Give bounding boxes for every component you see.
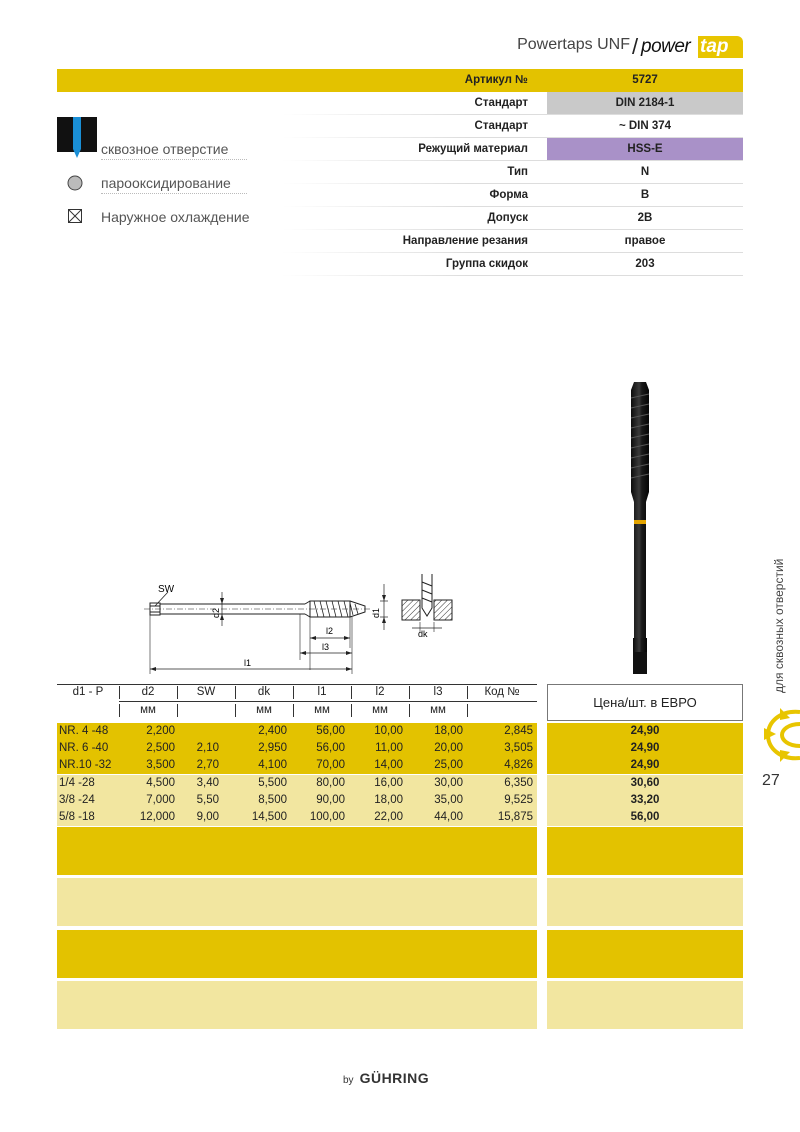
empty-table-block [57, 878, 537, 926]
powertap-logo [632, 36, 742, 58]
spec-label: Группа скидок [445, 258, 528, 270]
legend-row-steam-oxidation [57, 172, 247, 194]
drawing-label-dk: dk [418, 629, 428, 639]
empty-price-block [547, 827, 743, 875]
table-cell: 2,500 [146, 742, 175, 755]
column-unit: мм [256, 704, 272, 716]
table-cell: 2,845 [504, 725, 533, 737]
price-cell: 24,90 [547, 723, 743, 740]
empty-table-block [57, 981, 537, 1029]
table-cell: 30,00 [434, 776, 463, 789]
spec-value: ~ DIN 374 [618, 120, 672, 132]
column-header: l3 [433, 686, 443, 698]
column-header: d2 [141, 686, 155, 698]
table-cell: 14,500 [251, 811, 287, 823]
table-cell: 5,50 [196, 793, 219, 806]
column-unit: мм [372, 704, 388, 716]
table-cell: 3,505 [504, 742, 533, 755]
spec-row [57, 69, 743, 92]
table-cell: 70,00 [316, 759, 345, 772]
column-unit [57, 702, 119, 719]
price-header: Цена/шт. в ЕВРО [547, 684, 743, 721]
table-cell: 44,00 [434, 811, 463, 823]
table-cell: 2,400 [258, 725, 287, 737]
table-row [57, 809, 537, 826]
table-cell: 2,70 [196, 759, 219, 772]
table-cell: 2,950 [258, 742, 287, 755]
table-cell: 14,00 [374, 759, 403, 772]
spec-label: Стандарт [474, 97, 528, 109]
column-header: l2 [375, 686, 385, 698]
tap-product-image [618, 382, 662, 674]
spec-row [57, 92, 743, 115]
spec-row [57, 115, 743, 138]
spec-value: DIN 2184-1 [547, 92, 743, 115]
table-cell: 6,350 [504, 776, 533, 789]
table-cell: 12,000 [139, 811, 175, 823]
table-row [57, 740, 537, 757]
spec-row [57, 230, 743, 253]
table-cell: 2,200 [146, 725, 175, 737]
table-cell: 9,00 [196, 811, 219, 823]
price-cell: 56,00 [547, 809, 743, 826]
empty-price-block [547, 981, 743, 1029]
table-cell: 10,00 [374, 725, 403, 737]
spec-label: Тип [507, 166, 528, 178]
table-header-row [57, 684, 537, 701]
table-cell: 100,00 [309, 811, 345, 823]
column-header: dk [257, 686, 271, 698]
table-cell: 11,00 [375, 742, 403, 755]
spec-label: Форма [489, 189, 528, 201]
spec-label: Направление резания [402, 235, 528, 247]
legend-text-through-hole: сквозное отверстие [101, 141, 229, 157]
table-cell: 1/4 -28 [59, 776, 95, 789]
empty-table-block [57, 930, 537, 978]
column-header: SW [196, 686, 216, 698]
column-header: Код № [484, 686, 520, 698]
spec-value: правое [624, 235, 666, 247]
column-header: d1 - P [72, 686, 104, 698]
price-cell: 24,90 [547, 740, 743, 757]
table-row [57, 723, 537, 740]
spec-value: 203 [635, 258, 655, 270]
price-cell: 30,60 [547, 775, 743, 792]
column-unit: мм [314, 704, 330, 716]
spec-value: N [640, 166, 650, 178]
logo-slash: / [632, 34, 639, 59]
guehring-logo: GÜHRING [359, 1070, 430, 1086]
table-cell: 3,500 [146, 759, 175, 772]
spec-row [57, 253, 743, 276]
empty-price-block [547, 878, 743, 926]
table-cell: NR. 4 -48 [59, 725, 109, 737]
spec-label: Режущий материал [418, 143, 528, 155]
table-cell: 90,00 [316, 793, 345, 806]
column-unit: мм [430, 704, 446, 716]
spec-label: Артикул № [464, 74, 528, 86]
table-cell: 5,500 [258, 776, 287, 789]
table-cell: 35,00 [434, 793, 463, 806]
legend-text-steam-oxidation: парооксидирование [101, 175, 231, 191]
spec-value: 2B [637, 212, 653, 224]
table-units-row [57, 702, 537, 719]
table-cell: 8,500 [258, 793, 287, 806]
table-row [57, 792, 537, 809]
drawing-label-d2: d2 [211, 607, 221, 618]
drawing-label-l3: l3 [322, 642, 330, 652]
table-row [57, 757, 537, 774]
table-cell: NR. 6 -40 [59, 742, 109, 755]
spec-value: HSS-E [547, 138, 743, 161]
empty-table-block [57, 827, 537, 875]
column-unit [467, 702, 537, 719]
footer-by: by [343, 1075, 354, 1086]
cutting-edge-decor-icon [750, 700, 800, 770]
spec-value: 5727 [632, 74, 658, 86]
page-number: 27 [762, 772, 780, 789]
table-cell: 3/8 -24 [59, 793, 95, 806]
table-cell: 5/8 -18 [59, 811, 95, 823]
spec-value: B [640, 189, 650, 201]
spec-label: Стандарт [474, 120, 528, 132]
table-cell: 80,00 [316, 776, 345, 789]
drawing-label-l2: l2 [326, 626, 334, 636]
table-cell: 9,525 [504, 793, 533, 806]
table-cell: 18,00 [374, 793, 403, 806]
footer-brand [343, 1070, 429, 1086]
column-header: l1 [317, 686, 327, 698]
table-cell: 4,100 [258, 759, 287, 772]
logo-tap-text: tap [700, 36, 729, 57]
table-cell: NR.10 -32 [59, 759, 112, 772]
drawing-label-sw: SW [158, 584, 175, 595]
price-cell: 33,20 [547, 792, 743, 809]
legend-row-external-cooling [57, 206, 250, 228]
column-unit: мм [140, 704, 156, 716]
price-cell: 24,90 [547, 757, 743, 774]
legend-text-external-cooling: Наружное охлаждение [101, 209, 250, 225]
table-row [57, 775, 537, 792]
table-cell: 7,000 [146, 793, 175, 806]
table-cell: 16,00 [374, 776, 403, 789]
table-cell: 4,826 [504, 759, 533, 772]
column-unit [177, 702, 235, 719]
drawing-label-d1: d1 [371, 607, 381, 618]
table-cell: 3,40 [196, 776, 219, 789]
table-cell: 15,875 [497, 811, 533, 823]
empty-price-block [547, 930, 743, 978]
table-cell: 25,00 [434, 759, 463, 772]
table-cell: 56,00 [316, 725, 345, 737]
hole-section-drawing [398, 570, 458, 640]
side-category-label: для сквозных отверстий [772, 558, 786, 693]
table-cell: 18,00 [434, 725, 463, 737]
spec-label: Допуск [487, 212, 528, 224]
logo-power-text: power [641, 36, 691, 57]
table-cell: 22,00 [374, 811, 403, 823]
drawing-label-l1: l1 [244, 658, 252, 668]
table-cell: 56,00 [316, 742, 345, 755]
page-header-title: Powertaps UNF [517, 36, 630, 53]
table-cell: 4,500 [146, 776, 175, 789]
table-cell: 20,00 [434, 742, 463, 755]
legend-row-through-hole [57, 138, 247, 160]
table-cell: 2,10 [196, 742, 219, 755]
